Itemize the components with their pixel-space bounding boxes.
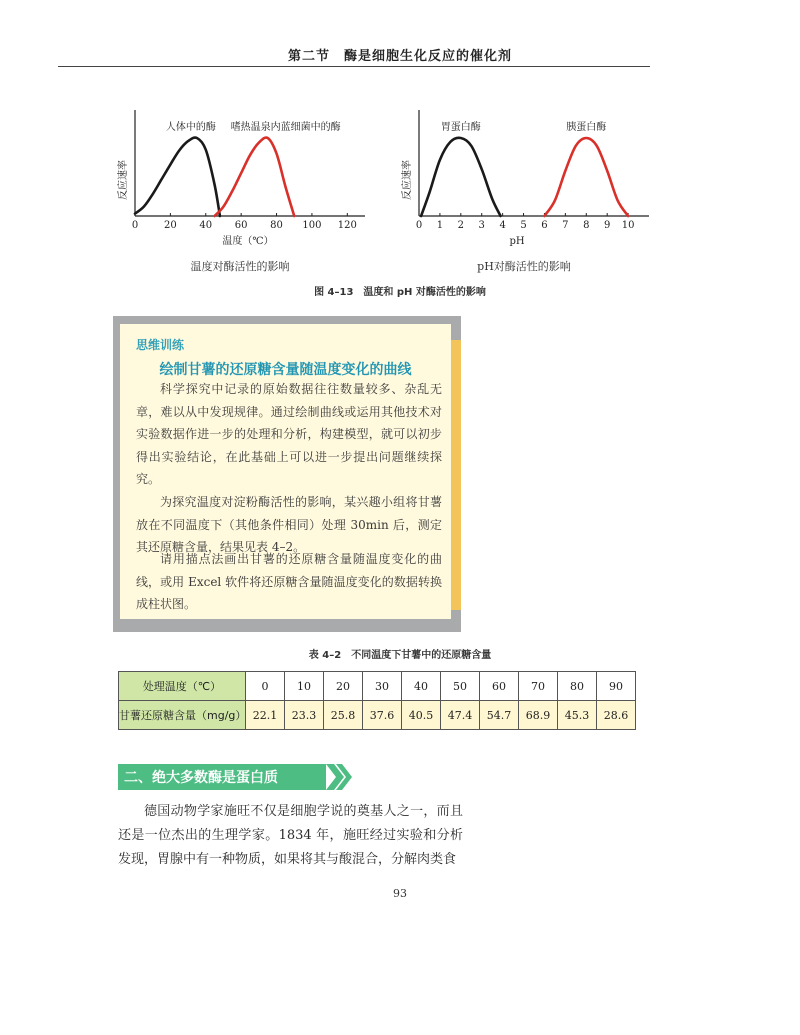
series-label: 人体中的酶 (165, 122, 216, 133)
x-tick-label: 3 (478, 220, 485, 231)
sugar-cell: 47.4 (441, 701, 480, 730)
x-tick-label: 0 (415, 220, 423, 231)
x-tick-label: 100 (302, 220, 322, 231)
thinking-box-title: 绘制甘薯的还原糖含量随温度变化的曲线 (159, 362, 412, 378)
x-axis-label: 温度（℃） (222, 236, 274, 247)
temp-cell: 50 (441, 672, 480, 701)
x-tick-label: 7 (562, 220, 569, 231)
thinking-box-label: 思维训练 (136, 338, 185, 352)
ph-chart-subcaption: pH对酶活性的影响 (477, 260, 571, 273)
x-tick-label: 40 (199, 220, 213, 231)
temperature-chart (108, 96, 370, 256)
temperature-chart-subcaption: 温度对酶活性的影响 (190, 260, 290, 273)
table-row (119, 672, 636, 701)
series-label: 胃蛋白酶 (440, 122, 481, 133)
y-axis-label: 反应速率 (118, 160, 129, 200)
temp-cell: 20 (324, 672, 363, 701)
figure-caption: 图 4–13 温度和 pH 对酶活性的影响 (314, 287, 486, 298)
sugar-cell: 25.8 (324, 701, 363, 730)
temp-cell: 30 (363, 672, 402, 701)
temp-cell: 90 (597, 672, 636, 701)
x-tick-label: 10 (621, 220, 635, 231)
series-line (421, 138, 500, 216)
x-tick-label: 80 (270, 220, 283, 231)
temp-cell: 10 (285, 672, 324, 701)
temp-cell: 40 (402, 672, 441, 701)
x-tick-label: 120 (337, 220, 357, 231)
series-label: 嗜热温泉内蓝细菌中的酶 (230, 122, 341, 133)
x-tick-label: 5 (520, 220, 527, 231)
sugar-cell: 37.6 (363, 701, 402, 730)
x-axis-label: pH (509, 236, 525, 247)
ph-chart-svg (392, 96, 654, 252)
x-tick-label: 9 (603, 220, 611, 231)
section-title: 二、绝大多数酶是蛋白质 (124, 770, 278, 786)
thinking-box-paragraph: 科学探究中记录的原始数据往往数量较多、杂乱无章，难以从中发现规律。通过绘制曲线或运用其他技术对实验数据作进一步的处理和分析，构建模型，就可以初步得出实验结论，在此基础上可以进一步提出问题继续探究。 (136, 382, 442, 486)
x-tick-label: 8 (583, 220, 590, 231)
thinking-box-paragraph: 为探究温度对淀粉酶活性的影响，某兴趣小组将甘薯放在不同温度下（其他条件相同）处理 30min 后，测定其还原糖含量，结果见表 4–2。 (136, 495, 442, 554)
thinking-box-stripe (451, 340, 461, 610)
y-axis-label: 反应速率 (402, 160, 413, 200)
sugar-cell: 54.7 (480, 701, 519, 730)
sugar-cell: 40.5 (402, 701, 441, 730)
series-line (135, 138, 220, 216)
x-tick-label: 2 (457, 220, 465, 231)
series-line (544, 138, 628, 216)
temp-cell: 70 (519, 672, 558, 701)
body-paragraph: 德国动物学家施旺不仅是细胞学说的奠基人之一，而且还是一位杰出的生理学家。1834 年，施旺经过实验和分析发现，胃腺中有一种物质，如果将其与酸混合，分解肉类食 (118, 804, 463, 867)
page-number: 93 (393, 887, 407, 900)
row-header-sugar: 甘薯还原糖含量（mg/g） (119, 701, 246, 730)
x-tick-label: 20 (164, 220, 177, 231)
table-row (119, 701, 636, 730)
x-tick-label: 6 (541, 220, 548, 231)
header-rule (58, 66, 650, 67)
table-caption: 表 4–2 不同温度下甘薯中的还原糖含量 (308, 650, 492, 661)
temperature-chart-svg (108, 96, 370, 252)
sugar-cell: 68.9 (519, 701, 558, 730)
x-tick-label: 4 (499, 220, 506, 231)
double-chevron-right-icon (324, 762, 354, 792)
row-header-temperature: 处理温度（℃） (119, 672, 246, 701)
sugar-cell: 45.3 (558, 701, 597, 730)
ph-chart (392, 96, 654, 256)
temp-cell: 0 (246, 672, 285, 701)
sugar-cell: 23.3 (285, 701, 324, 730)
running-header: 第二节 酶是细胞生化反应的催化剂 (287, 49, 512, 64)
x-tick-label: 60 (234, 220, 248, 231)
sugar-table (118, 671, 636, 730)
series-label: 胰蛋白酶 (566, 122, 607, 133)
temp-cell: 80 (558, 672, 597, 701)
thinking-box-paragraph: 请用描点法画出甘薯的还原糖含量随温度变化的曲线，或用 Excel 软件将还原糖含量随温度变化的数据转换成柱状图。 (136, 552, 442, 611)
series-line (215, 138, 295, 216)
sugar-cell: 28.6 (597, 701, 636, 730)
x-tick-label: 0 (131, 220, 139, 231)
sugar-cell: 22.1 (246, 701, 285, 730)
temp-cell: 60 (480, 672, 519, 701)
x-tick-label: 1 (436, 220, 444, 231)
